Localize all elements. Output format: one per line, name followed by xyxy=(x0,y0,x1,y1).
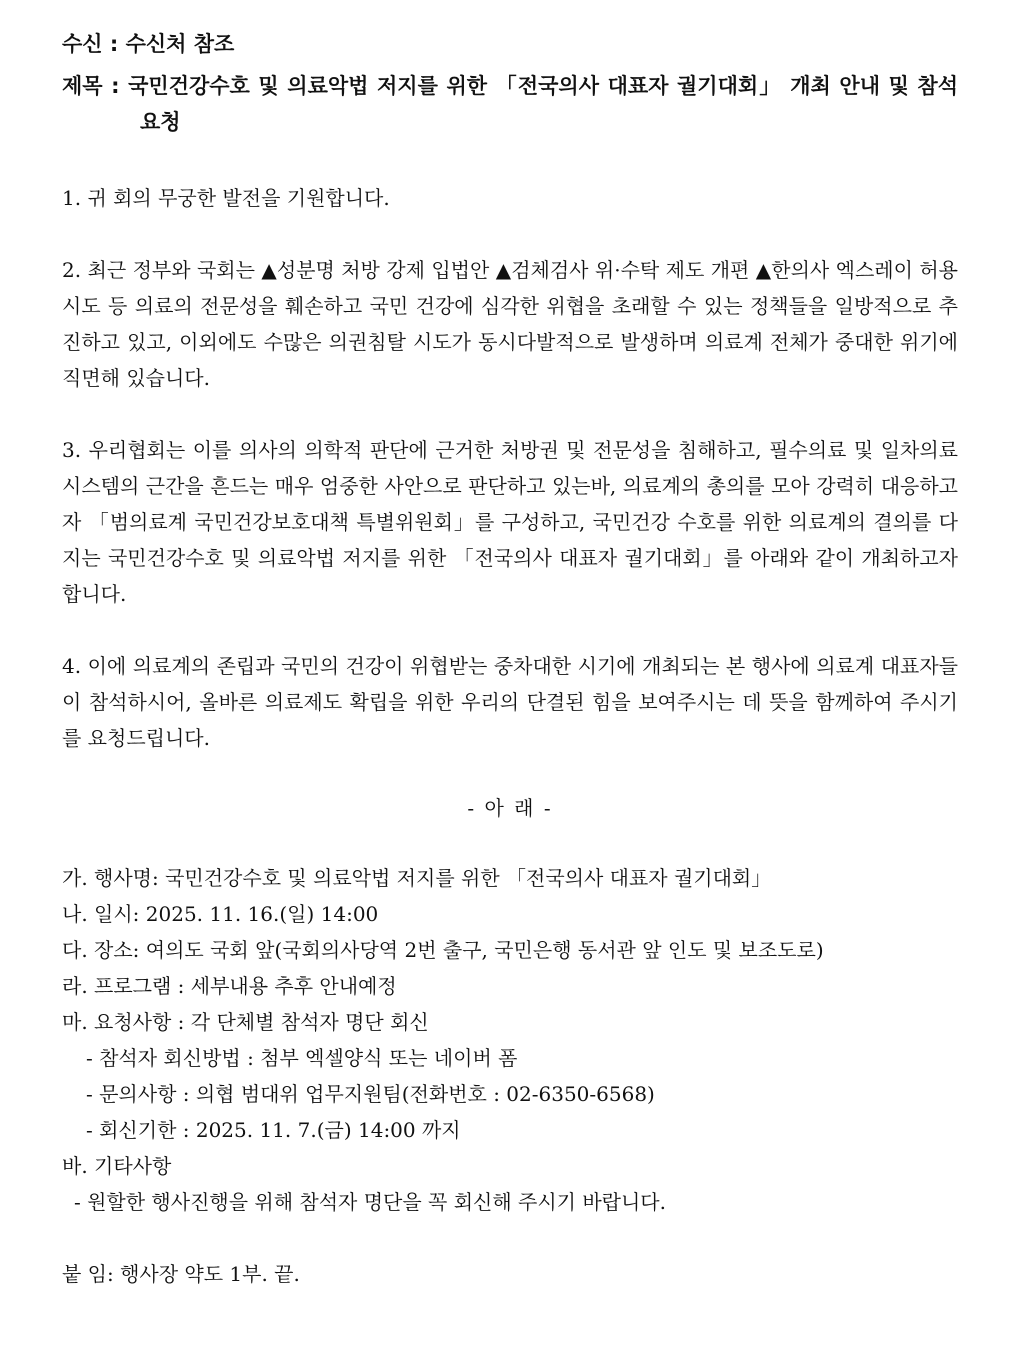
below-heading: - 아 래 - xyxy=(467,796,553,820)
paragraph-3: 3. 우리협회는 이를 의사의 의학적 판단에 근거한 처방권 및 전문성을 침해하고, 필수의료 및 일차의료 시스템의 근간을 흔드는 매우 엄중한 사안으로 판단하고 있는바, 의료계의 총의를 모아 강력히 대응하고자 「범의료계 국민건강보호대책 특별위원회」를 구성하고, 국민건강 수호를 위한 의료계의 결의를 다지는 국민건강수호 및 의료악법 저지를 위한 「전국의사 대표자 궐기대회」를 아래와 같이 개최하고자 합니다. xyxy=(62,438,958,606)
detail-reply-method: - 참석자 회신방법 : 첨부 엑셀양식 또는 네이버 폼 xyxy=(86,1046,518,1070)
detail-inquiry: - 문의사항 : 의협 범대위 업무지원팀(전화번호 : 02-6350-6568) xyxy=(86,1082,655,1106)
detail-datetime: 나. 일시: 2025. 11. 16.(일) 14:00 xyxy=(62,902,379,926)
detail-program: 라. 프로그램 : 세부내용 추후 안내예정 xyxy=(62,974,397,998)
detail-place: 다. 장소: 여의도 국회 앞(국회의사당역 2번 출구, 국민은행 동서관 앞 인도 및 보조도로) xyxy=(62,938,824,962)
detail-request: 마. 요청사항 : 각 단체별 참석자 명단 회신 xyxy=(62,1010,429,1034)
paragraph-4: 4. 이에 의료계의 존립과 국민의 건강이 위협받는 중차대한 시기에 개최되는 본 행사에 의료계 대표자들이 참석하시어, 올바른 의료제도 확립을 위한 우리의 단결된 힘을 보여주시는 데 뜻을 함께하여 주시기를 요청드립니다. xyxy=(62,654,958,750)
detail-event-name: 가. 행사명: 국민건강수호 및 의료악법 저지를 위한 「전국의사 대표자 궐기대회」 xyxy=(62,866,772,890)
detail-etc: 바. 기타사항 xyxy=(62,1154,172,1178)
details-list xyxy=(62,860,958,1220)
detail-etc-note: - 원할한 행사진행을 위해 참석자 명단을 꼭 회신해 주시기 바랍니다. xyxy=(74,1190,666,1214)
paragraph-2: 2. 최근 정부와 국회는 ▲성분명 처방 강제 입법안 ▲검체검사 위·수탁 제도 개편 ▲한의사 엑스레이 허용 시도 등 의료의 전문성을 훼손하고 국민 건강에 심각한 위협을 초래할 수 있는 정책들을 일방적으로 추진하고 있고, 이외에도 수많은 의권침탈 시도가 동시다발적으로 발생하며 의료계 전체가 중대한 위기에 직면해 있습니다. xyxy=(62,258,958,390)
document-page xyxy=(62,22,958,1292)
subject-line: 제목 : 국민건강수호 및 의료악법 저지를 위한 「전국의사 대표자 궐기대회」 개최 안내 및 참석 요청 xyxy=(62,74,958,134)
attachment-line: 붙 임: 행사장 약도 1부. 끝. xyxy=(62,1262,300,1286)
recipient-line: 수신 : 수신처 참조 xyxy=(62,32,235,56)
detail-deadline: - 회신기한 : 2025. 11. 7.(금) 14:00 까지 xyxy=(86,1118,461,1142)
paragraph-1: 1. 귀 회의 무궁한 발전을 기원합니다. xyxy=(62,186,390,210)
